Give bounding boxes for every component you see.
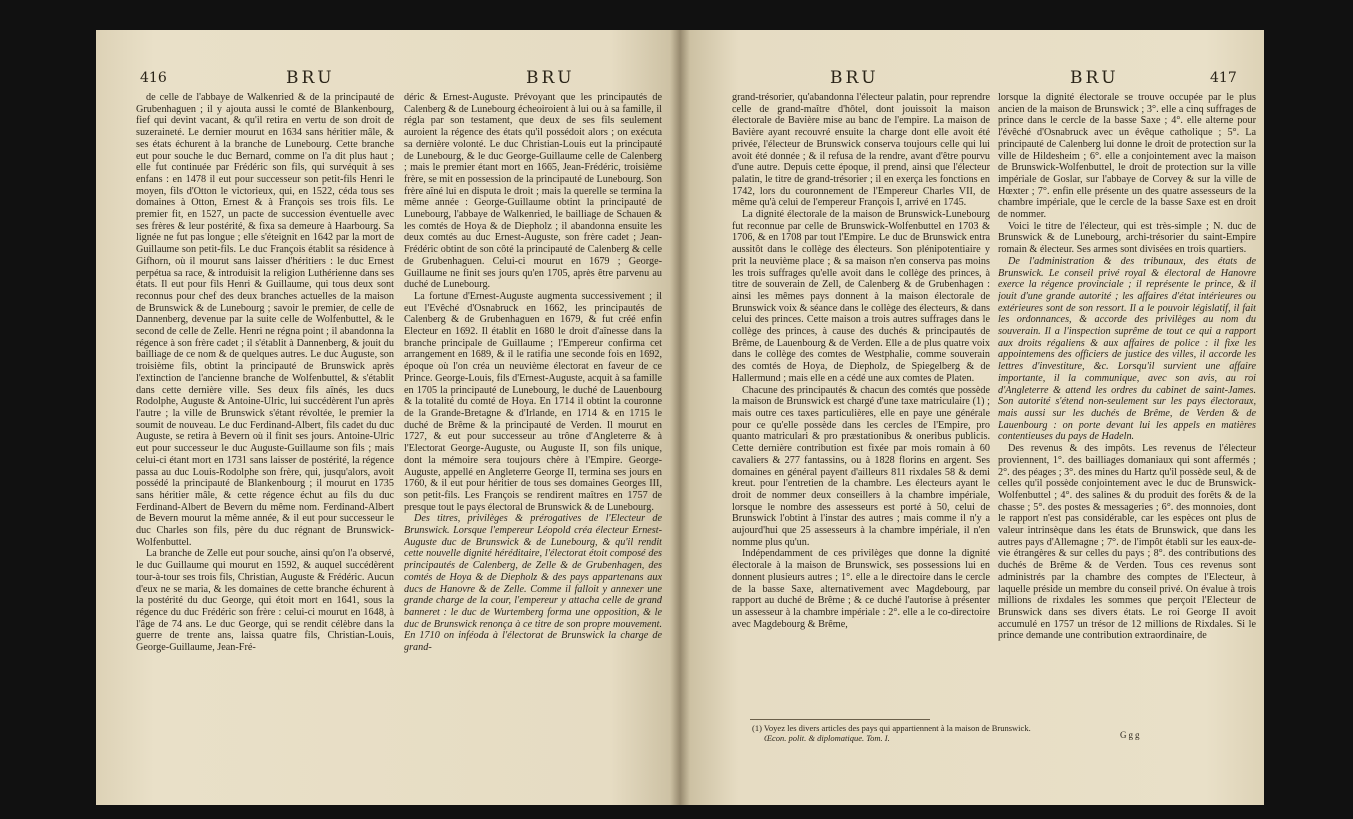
signature-mark: Ggg bbox=[1120, 730, 1142, 740]
paragraph: Des revenus & des impôts. Les revenus de l'électeur proviennent, 1°. des bailliages domaniaux qui sont affermés ; 2°. des péages ; 3°. des mines du Hartz qu'il possède seul, & de celles qu'il possède conjointement avec le duc de Brunswick-Wolfenbuttel ; 4°. des salines & du produit des forêts & de la chasse ; 5°. des postes & messageries ; 6°. des monnoies, dont le rapport n'est pas considérable, car les espèces ont plus de valeur intrinsèque dans les états de Brunswick, que dans les autres pays d'Allemagne ; 7°. de l'impôt établi sur les eaux-de-vie étrangères & sur celles du pays ; 8°. des contributions des duchés de Brême & de Verden. Tous ces revenus sont administrés par la chambre des comptes de l'Electeur, à laquelle préside un membre du conseil privé. On évalue à trois millions de rixdales les sommes que perçoit l'Electeur de Brunswick dans ses divers états. Le roi George II avoit accumulé en 1757 un trésor de 12 millions de Rixdales. Si le prince demande une contribution extraordinaire, de bbox=[998, 443, 1256, 642]
page-number: 416 bbox=[140, 70, 167, 86]
paragraph: De l'administration & des tribunaux, des états de Brunswick. Le conseil privé royal & électoral de Hanovre exerce la régence provinciale ; il représente le prince, & il jouit d'une grande autorité ; les affaires d'état intérieures ou extérieures sont de son ressort. Il a le pouvoir législatif, il fait les ordonnances, & accorde des privilèges au nom du souverain. Il a l'inspection suprême de tout ce qui a rapport aux droits régaliens & aux affaires de police : il fixe les appointemens des officiers de justice des villes, il accorde les lettres d'investiture, &c. Lorsqu'il survient une affaire importante, il la communique, avec son avis, au roi d'Angleterre & attend les ordres du cabinet de saint-James. Son autorité s'étend non-seulement sur les pays électoraux, mais aussi sur les duchés de Brême, de Verden & de Lauenbourg : on porte devant lui les appels en matières contentieuses du pays de Hadeln. bbox=[998, 255, 1256, 443]
paragraph: La dignité électorale de la maison de Brunswick-Lunebourg fut reconnue par celle de Brunswick-Wolfenbuttel en 1703 & 1706, & en 1708 par tout l'Empire. Le duc de Brunswick entra aussitôt dans le collège des électeurs. Son plénipotentiaire y prit la neuvième place ; & sa maison n'en conserva pas moins les trois suffrages qu'elle avoit dans le collège des princes, à titre de souverain de Zell, de Calenberg & de Grubenhagen : ainsi les mêmes pays donnent à la maison électorale de Brunswick voix & séance dans le collège des électeurs, & dans celui des princes. Cette maison a trois autres suffrages dans le collège des princes, à cause des duchés & principautés de Brême, de Lauenbourg & de Verden. Elle a de plus quatre voix dans le collège des comtes de Westphalie, comme souverain des comtés de Hoya, de Diepholz, de Spiegelberg & de Hallermund ; mais elle en a cédé une aux comtes de Platen. bbox=[732, 209, 990, 384]
paragraph: grand-trésorier, qu'abandonna l'électeur palatin, pour reprendre celle de grand-maître d'hôtel, dont jouissoit la maison électorale de Bavière mise au banc de l'empire. La maison de Bavière ayant recouvré ensuite la charge dont elle avoit été privée, l'électeur de Brunswick conserva toujours celle qui lui avoit été donnée ; & il refusa de la rendre, avant d'être pourvu d'une autre. Depuis cette époque, il prend, ainsi que l'électeur palatin, le titre de grand-trésorier ; il en exerça les fonctions en 1742, lors du couronnement de l'Empereur Charles VII, de même qu'à celui de l'empereur François I, arrivé en 1745. bbox=[732, 92, 990, 209]
running-head: BRU bbox=[1070, 68, 1119, 88]
text-column-1 bbox=[136, 92, 394, 782]
page-number: 417 bbox=[1210, 70, 1237, 86]
text-column-3 bbox=[732, 92, 990, 717]
running-head: BRU bbox=[830, 68, 879, 88]
paragraph: Des titres, privilèges & prérogatives de l'Electeur de Brunswick. Lorsque l'empereur Léopold créa électeur Ernest-Auguste duc de Brunswick & de Lunebourg, & qu'il rendit cette nouvelle dignité héréditaire, l'électorat étoit composé des principautés de Calenberg, de Zelle & de Grubenhagen, des comtés de Hoya & de Diepholz & des pays appartenans aux ducs de Hanovre & de Zelle. Comme il falloit y annexer une grande charge de la cour, l'empereur y attacha celle de grand banneret : le duc de Wurtemberg forma une opposition, & le duc de Brunswick renonça à ce titre de son propre mouvement. En 1710 on inféoda à l'électorat de Brunswick la charge de grand- bbox=[404, 513, 662, 654]
paragraph: Voici le titre de l'électeur, qui est très-simple ; N. duc de Brunswick & de Lunebourg, archi-trésorier du saint-Empire romain & électeur. Ses armes sont divisées en trois quartiers. bbox=[998, 220, 1256, 256]
running-head: BRU bbox=[286, 68, 335, 88]
text-column-4 bbox=[998, 92, 1256, 717]
text-column-2 bbox=[404, 92, 662, 782]
paragraph: déric & Ernest-Auguste. Prévoyant que les principautés de Calenberg & de Lunebourg écheoiroient à lui ou à sa famille, il régla par son testament, que deux de ses fils seulement auroient la régence des états qu'il possédoit alors ; on exécuta sa dernière volonté. Le duc Christian-Louis eut la principauté de Lunebourg, & le duc George-Guillaume celle de Calenberg ; mais le premier étant mort en 1665, Jean-Frédéric, troisième frère, se mit en possession de la principauté de Lunebourg. Son frère aîné lui en disputa le droit ; mais la querelle se termina la même année : George-Guillaume obtint la principauté de Lunebourg, l'abbaye de Walkenried, le bailliage de Schauen & les comtés de Hoya & de Diepholz ; il abandonna ensuite les deux comtés au duc Ernest-Auguste, son frère cadet ; Jean-Frédéric obtint de son côté la principauté de Calenberg & celle de Grubenhaguen. Celui-ci mourut en 1679 ; George-Guillaume ne finit ses jours qu'en 1705, après être parvenu au duché de Lunebourg. bbox=[404, 92, 662, 291]
right-page bbox=[680, 30, 1264, 805]
book-gutter bbox=[670, 30, 690, 805]
paragraph: lorsque la dignité électorale se trouve occupée par le plus ancien de la maison de Brunswick ; 3°. elle a cinq suffrages de prince dans le cercle de la basse Saxe ; 4°. elle alterne pour l'évêché d'Osnabruck avec un évêque catholique ; 5°. La principauté de Calenberg lui donne le droit de protection sur la ville de Hildesheim ; 6°. elle a conjointement avec la maison de Brunswick-Wolfenbuttel, le droit de protection sur la ville impériale de Goslar, sur l'abbaye de Corvey & sur la ville de Hœxter ; 7°. enfin elle présente un des quatre assesseurs de la chambre impériale, que le cercle de la basse Saxe est en droit de nommer. bbox=[998, 92, 1256, 221]
footnote-rule bbox=[750, 719, 930, 720]
book-spread bbox=[96, 30, 1264, 805]
paragraph: La branche de Zelle eut pour souche, ainsi qu'on l'a observé, le duc Guillaume qui mourut en 1592, & auquel succédèrent tour-à-tour ses trois fils, Christian, Auguste & Frédéric. Aucun d'eux ne se maria, & les domaines de cette branche échurent à la postérité du duc George, qui étoit mort en 1641, sous la régence du duc Frédéric son frère : celui-ci mourut en 1648, à l'âge de 74 ans. Le duc George, qui se rendit célèbre dans la guerre de trente ans, laissa quatre fils, Christian-Louis, George-Guillaume, Jean-Fré- bbox=[136, 548, 394, 654]
paragraph: de celle de l'abbaye de Walkenried & de la principauté de Grubenhaguen ; il y ajouta aussi le comté de Blankenbourg, fief qui devint vacant, & qu'il retira en vertu de son droit de suzeraineté. Le dernier mourut en 1634 sans héritier mâle, & ses états échurent à la branche de Lunebourg. Cette branche eut pour souche le duc Bernard, comme on l'a dit plus haut ; elle fut continuée par Frédéric son fils, qui survéquit à ses enfans : en 1478 il eut pour successeur son petit-fils Henri le moyen, fils d'Otton le victorieux, qui, en 1522, céda tous ses domaines à Otton, Ernest & à François ses trois fils. Le premier fit, en 1527, un pacte de succession éventuelle avec ses frères & leur postérité, & fixa sa demeure à Haarbourg. Sa lignée ne fut pas longue ; elle s'éteignit en 1642 par la mort de Guillaume son petit-fils. Le duc François établit sa résidence à Gifhorn, où il mourut sans laisser d'héritiers : le duc Ernest perpétua sa race, & introduisit la religion Luthérienne dans ses états. Il eut pour fils Henri & Guillaume, qui tous deux sont reconnus pour chef des deux branches actuelles de la maison de Brunswick & de Lunebourg ; savoir le premier, de celle de Dannenberg, devenue par la suite celle de Wolfenbuttel, & le second de celle de Zelle. Henri ne régna point ; il abandonna la régence à son frère cadet ; il s'établit à Dannenberg, & jouit du bailliage de ce nom & de quelques autres. Le duc Auguste, son troisième fils, obtint la principauté de Brunswick après l'extinction de l'ancienne branche de Wolfenbuttel, & s'établit dans cette dernière ville. Ses deux fils aînés, les ducs Rodolphe, Auguste & Antoine-Ulric, lui succédèrent l'un après l'autre ; la ville de Brunswick s'étant révoltée, le premier la soumit de nouveau. Le duc Ferdinand-Albert, fils cadet du duc Auguste, se retira à Bevern où il finit ses jours. Antoine-Ulric eut pour successeur le duc Auguste-Guillaume son fils ; mais celui-ci étant mort en 1731 sans laisser de postérité, la régence passa au duc Louis-Rodolphe son frère, qui, jusqu'alors, avoit possédé la principauté de Blankenbourg ; il mourut en 1735 sans héritier mâle, & cette régence échut au fils du duc Ferdinand-Albert de Bevern du même nom. Ferdinand-Albert de Bevern mourut la même année, & il eut pour successeur le duc Charles son fils, père du duc régnant de Brunswick-Wolfenbuttel. bbox=[136, 92, 394, 548]
footnote-text: (1) Voyez les divers articles des pays qui appartiennent à la maison de Brunswick. bbox=[752, 723, 1031, 733]
paragraph: La fortune d'Ernest-Auguste augmenta successivement ; il eut l'Evêché d'Osnabruck en 1662, les principautés de Calenberg & de Grubenhaguen en 1679, & fut créé enfin Electeur en 1692. Il établit en 1680 le droit d'aînesse dans la branche principale de Guillaume ; l'Empereur confirma cet arrangement en 1689, & il le ratifia une seconde fois en 1692, époque où l'on créa un neuvième électorat en faveur de ce Prince. George-Louis, fils d'Ernest-Auguste, acquit à sa famille en 1705 la principauté de Lunebourg, le duché de Lauenbourg & la totalité du comté de Hoya. En 1714 il obtint la couronne de la Grande-Bretagne & d'Irlande, en 1714 & en 1715 le duché de Brême & la principauté de Verden. Il mourut en 1727, & eut pour successeur au trône d'Angleterre & à l'Electorat George-Auguste, ou Auguste II, son fils unique, dont la mémoire sera toujours chère à l'Empire. George-Auguste, appellé en Angleterre George II, termina ses jours en 1760, & il eut pour héritier de tous ses domaines Georges III, son petit-fils. Les François se rendirent maîtres en 1757 de presque tout le pays électoral de Brunswick & de Lunebourg. bbox=[404, 290, 662, 513]
running-head: BRU bbox=[526, 68, 575, 88]
paragraph: Chacune des principautés & chacun des comtés que possède la maison de Brunswick est chargé d'une taxe matriculaire (1) ; mais outre ces taxes particulières, elle en paye une générale pour ce qu'elle possède dans les cercles de l'Empire, pro quanto matriculari & pro præstationibus & oneribus publicis. Cette dernière contribution est fixée par mois romain à 60 cavaliers & 277 fantassins, ou à 1828 florins en argent. Ses domaines en général payent d'ailleurs 811 rixdales 58 & demi kreut. pour l'entretien de la chambre. Les électeurs ayant le droit de nommer deux conseillers à la chambre impériale, lorsque le nombre des assesseurs est porté à 50, celui de Brunswick l'obtint à l'instar des autres ; mais comme il n'y a aujourd'hui que 25 assesseurs à la chambre impériale, il n'en nomme plus qu'un. bbox=[732, 384, 990, 548]
left-page bbox=[96, 30, 680, 805]
footnote-source: Œcon. polit. & diplomatique. Tom. I. bbox=[764, 733, 890, 743]
paragraph: Indépendamment de ces privilèges que donne la dignité électorale à la maison de Brunswick, ses possessions lui en donnent plusieurs autres ; 1°. elle a le directoire dans le cercle de la basse Saxe, alternativement avec Magdebourg, par rapport au duché de Brême ; & ce duché l'autorise à présenter un assesseur à la chambre impériale : 2°. elle a le co-directoire avec Magdebourg & Brême, bbox=[732, 548, 990, 630]
